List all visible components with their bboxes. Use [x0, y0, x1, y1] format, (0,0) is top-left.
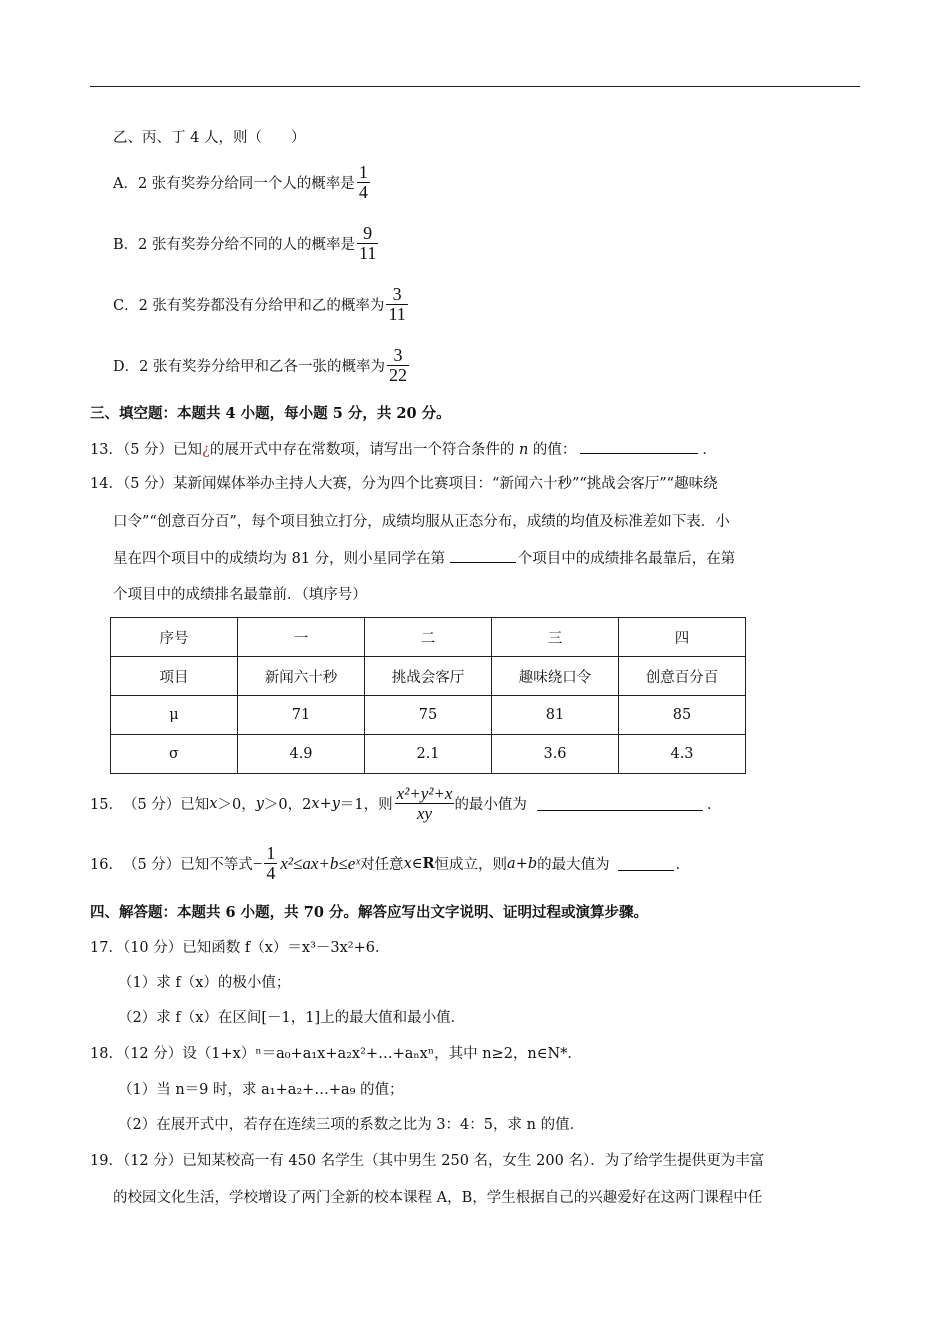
q14-line-2: 口令”“创意百分百”，每个项目独立打分，成绩均服从正态分布，成绩的均值及标准差如下表．小	[113, 514, 730, 530]
q17-number: 17．	[90, 940, 123, 956]
q14-answer-blank	[450, 548, 516, 563]
question-16	[90, 844, 690, 883]
q17-part-1: （1）求 f（x）的极小值；	[118, 975, 291, 991]
table-cell: 趣味绕口令	[492, 657, 619, 696]
q16-text-b: 对任意	[360, 857, 404, 873]
section-4-heading: 四、解答题：本题共 6 小题，共 70 分。解答应写出文字说明、证明过程或演算步骤。	[90, 904, 648, 921]
q13-answer-blank	[580, 439, 698, 454]
option-a-fraction	[357, 163, 370, 202]
q16-text-d: 的最大值为	[537, 857, 610, 873]
q15-var-y: y	[255, 795, 264, 812]
q16-frac-den: 4	[266, 863, 276, 883]
q19-line-2: 的校园文化生活，学校增设了两门全新的校本课程 A，B，学生根据自己的兴趣爱好在这两门课程中任	[113, 1190, 763, 1206]
option-a-num: 1	[358, 162, 368, 182]
q15-text-b: 的最小值为	[454, 797, 527, 813]
table-cell: σ	[111, 735, 238, 774]
q15-text-a: （5 分）已知	[122, 797, 210, 813]
q15-gt0: ＞0，	[217, 797, 256, 813]
q19-text-1: （12 分）已知某校高一有 450 名学生（其中男生 250 名，女生 200 名）．为了给学生提供更为丰富	[122, 1153, 765, 1169]
q18-part-1: （1）当 n＝9 时，求 a₁+a₂+…+a₉ 的值；	[118, 1082, 404, 1098]
q14-line-4: 个项目中的成绩排名最靠前．（填序号）	[113, 587, 367, 603]
q17-part-2: （2）求 f（x）在区间[－1，1]上的最大值和最小值．	[118, 1010, 466, 1026]
q16-in: ∈	[411, 855, 423, 872]
table-cell: 三	[492, 618, 619, 657]
table-cell: 序号	[111, 618, 238, 657]
option-a	[113, 163, 370, 202]
option-b-fraction	[357, 224, 378, 263]
question-13	[90, 439, 717, 460]
q15-eq: ＝1，则	[339, 797, 393, 813]
option-a-text: A．2 张有奖券分给同一个人的概率是	[113, 176, 355, 192]
q15-var-y2: y	[331, 795, 340, 812]
q15-gt1: ＞0，2	[263, 797, 312, 813]
q16-text-a: （5 分）已知不等式	[122, 857, 253, 873]
q16-text-c: 恒成立，则	[434, 857, 508, 873]
table-row	[111, 696, 746, 735]
q16-minus: −	[252, 853, 263, 873]
q16-frac-num: 1	[266, 843, 276, 863]
q13-number: 13．	[90, 442, 123, 458]
table-cell: 挑战会客厅	[365, 657, 492, 696]
q13-missing-formula-mark: ¿	[202, 442, 210, 458]
option-d	[113, 346, 409, 385]
q16-inequality: x²≤ax+b≤eˣ	[280, 853, 361, 873]
option-c-den: 11	[388, 304, 406, 324]
option-a-den: 4	[358, 182, 368, 202]
q14-number: 14．	[90, 476, 123, 492]
q15-fraction	[395, 784, 455, 823]
q18-part-2: （2）在展开式中，若存在连续三项的系数之比为 3：4：5，求 n 的值．	[118, 1117, 585, 1133]
option-d-fraction	[387, 346, 409, 385]
q16-ab: a+b	[507, 855, 538, 872]
option-c-fraction	[386, 285, 407, 324]
table-cell: 75	[365, 696, 492, 735]
option-c-text: C．2 张有奖券都没有分给甲和乙的概率为	[113, 298, 385, 314]
option-c	[113, 285, 408, 324]
q17-line	[90, 938, 390, 958]
option-b-den: 11	[359, 243, 377, 263]
table-row	[111, 618, 746, 657]
question-15	[90, 784, 721, 823]
table-cell: 71	[238, 696, 365, 735]
option-b	[113, 224, 378, 263]
option-c-num: 3	[392, 284, 402, 304]
q19-line-1	[90, 1151, 764, 1171]
table-cell: 3.6	[492, 735, 619, 774]
table-cell: 2.1	[365, 735, 492, 774]
table-cell: μ	[111, 696, 238, 735]
table-cell: 新闻六十秒	[238, 657, 365, 696]
q16-answer-blank	[618, 856, 674, 871]
table-cell: 创意百分百	[619, 657, 746, 696]
table-cell: 81	[492, 696, 619, 735]
q18-text: （12 分）设（1+x）ⁿ＝a₀+a₁x+a₂x²+…+aₙxⁿ，其中 n≥2，n∈N*．	[122, 1046, 582, 1062]
q18-line	[90, 1044, 582, 1064]
q13-variable: n	[518, 442, 529, 458]
q17-text: （10 分）已知函数 f（x）＝x³－3x²+6．	[122, 940, 390, 956]
q16-number: 16．	[90, 857, 123, 873]
q13-text-c: 的值：	[528, 442, 577, 458]
score-table	[110, 617, 746, 774]
q15-var-x2: x	[311, 795, 320, 812]
q18-number: 18．	[90, 1046, 123, 1062]
q16-var-x: x	[403, 855, 412, 872]
q15-denominator: xy	[395, 803, 455, 823]
table-cell: 四	[619, 618, 746, 657]
option-d-text: D．2 张有奖券分给甲和乙各一张的概率为	[113, 359, 385, 375]
table-row	[111, 657, 746, 696]
table-cell: 85	[619, 696, 746, 735]
q14-text-3a: 星在四个项目中的成绩均为 81 分，则小星同学在第	[113, 551, 450, 567]
q14-line-1	[90, 474, 718, 494]
table-cell: 项目	[111, 657, 238, 696]
q14-text-1: （5 分）某新闻媒体举办主持人大赛，分为四个比赛项目：“新闻六十秒”“挑战会客厅”“趣味绕	[122, 476, 718, 492]
option-d-den: 22	[388, 365, 407, 385]
option-b-text: B．2 张有奖券分给不同的人的概率是	[113, 237, 355, 253]
q19-number: 19．	[90, 1153, 123, 1169]
q15-numerator: x²+y²+x	[396, 784, 453, 803]
table-cell: 二	[365, 618, 492, 657]
q15-answer-blank	[537, 796, 703, 811]
table-cell: 4.9	[238, 735, 365, 774]
q16-end: ．	[675, 857, 691, 873]
q15-var-x: x	[209, 795, 218, 812]
table-cell: 一	[238, 618, 365, 657]
q13-end: ．	[702, 442, 717, 458]
q15-plus: +	[319, 795, 332, 812]
q13-text-b: 的展开式中存在常数项，请写出一个符合条件的	[209, 442, 519, 458]
q14-text-3b: 个项目中的成绩排名最靠后，在第	[517, 551, 736, 567]
table-cell: 4.3	[619, 735, 746, 774]
option-b-num: 9	[363, 223, 373, 243]
header-rule	[90, 86, 860, 87]
q14-line-3	[113, 548, 735, 569]
q12-tail: 乙、丙、丁 4 人，则（ ）	[113, 130, 306, 146]
q15-end: ．	[706, 797, 722, 813]
option-d-num: 3	[393, 345, 403, 365]
q13-text-a: （5 分）已知	[122, 442, 203, 458]
table-row	[111, 735, 746, 774]
q16-reals: R	[422, 855, 435, 872]
q16-fraction	[264, 844, 277, 883]
section-3-heading: 三、填空题：本题共 4 小题，每小题 5 分，共 20 分。	[90, 405, 451, 422]
q15-number: 15．	[90, 797, 123, 813]
